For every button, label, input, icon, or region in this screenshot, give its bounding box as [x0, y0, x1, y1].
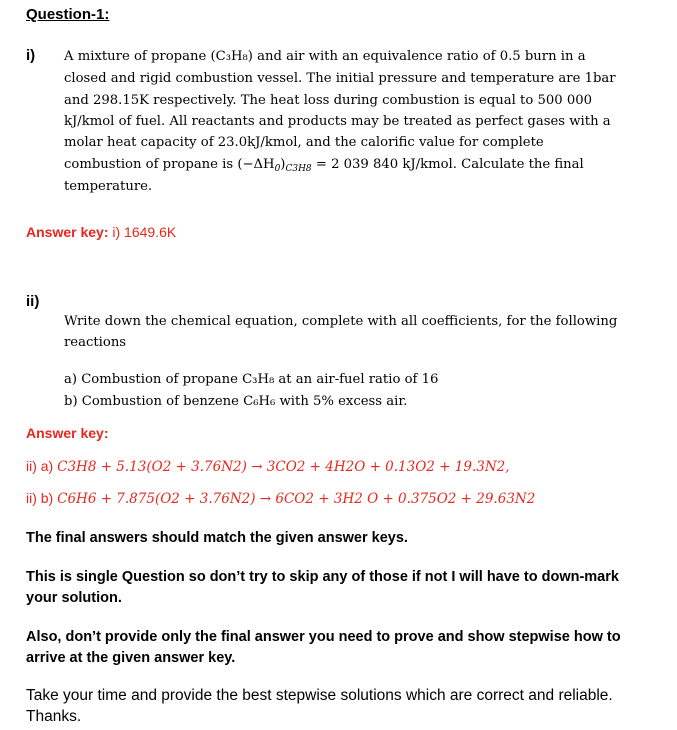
- part-i-answer-label: Answer key:: [26, 224, 109, 240]
- fuel-subscript: C3H8: [285, 164, 312, 174]
- part-i-line-6-prefix: combustion of propane is: [64, 157, 238, 172]
- part-i-label: i): [26, 47, 36, 64]
- part-ii-answer-a-equation: C3H8 + 5.13(O2 + 3.76N2) → 3CO2 + 4H2O + 0.13O2 + 19.3N2,: [57, 459, 510, 475]
- part-i-answer-value: i) 1649.6K: [108, 224, 177, 240]
- part-i-line-6: [64, 156, 584, 178]
- delta-h-subscript: 0: [274, 164, 281, 174]
- part-i-line-6-suffix: = 2 039 840 kJ/kmol. Calculate the final: [311, 157, 584, 172]
- part-ii-answer-a-prefix: ii) a): [26, 458, 58, 474]
- part-ii-item-b: b) Combustion of benzene C₆H₆ with 5% excess air.: [64, 394, 408, 409]
- part-ii-answer-label: Answer key:: [26, 425, 109, 441]
- part-i-line-3: and 298.15K respectively. The heat loss during combustion is equal to 500 000: [64, 93, 592, 108]
- part-i-line-4: kJ/kmol of fuel. All reactants and products may be treated as perfect gases with a: [64, 114, 611, 129]
- part-ii-intro-line-1: Write down the chemical equation, complete with all coefficients, for the following: [64, 314, 618, 329]
- part-ii-answer-b: [26, 490, 535, 507]
- question-title: Question-1:: [26, 6, 110, 23]
- note-take-your-time: Take your time and provide the best stepwise solutions which are correct and reliable. Thanks.: [26, 687, 613, 725]
- part-i-line-2: closed and rigid combustion vessel. The initial pressure and temperature are 1bar: [64, 71, 616, 86]
- delta-h-symbol: (−ΔH: [237, 157, 275, 172]
- part-ii-intro-line-2: reactions: [64, 335, 127, 350]
- part-i-line-5: molar heat capacity of 23.0kJ/kmol, and the calorific value for complete: [64, 135, 544, 150]
- note-show-steps: Also, don’t provide only the final answer you need to prove and show stepwise how to arrive at the given answer key.: [26, 629, 621, 666]
- part-i-answer: [26, 224, 176, 240]
- note-single-question: This is single Question so don’t try to skip any of those if not I will have to down-mark your solution.: [26, 569, 619, 606]
- note-match-answers: The final answers should match the given answer keys.: [26, 530, 408, 546]
- part-i-line-1: A mixture of propane (C₃H₈) and air with an equivalence ratio of 0.5 burn in a: [64, 49, 586, 64]
- part-ii-label: ii): [26, 293, 40, 310]
- part-ii-answer-b-equation: C6H6 + 7.875(O2 + 3.76N2) → 6CO2 + 3H2 O + 0.375O2 + 29.63N2: [57, 491, 536, 507]
- part-ii-item-a: a) Combustion of propane C₃H₈ at an air-fuel ratio of 16: [64, 372, 439, 387]
- delta-h-close-paren: ): [280, 157, 286, 172]
- part-ii-answer-b-prefix: ii) b): [26, 490, 58, 506]
- heat-of-combustion-symbol: [237, 156, 311, 178]
- part-i-line-7: temperature.: [64, 179, 153, 194]
- part-ii-answer-a: [26, 458, 510, 475]
